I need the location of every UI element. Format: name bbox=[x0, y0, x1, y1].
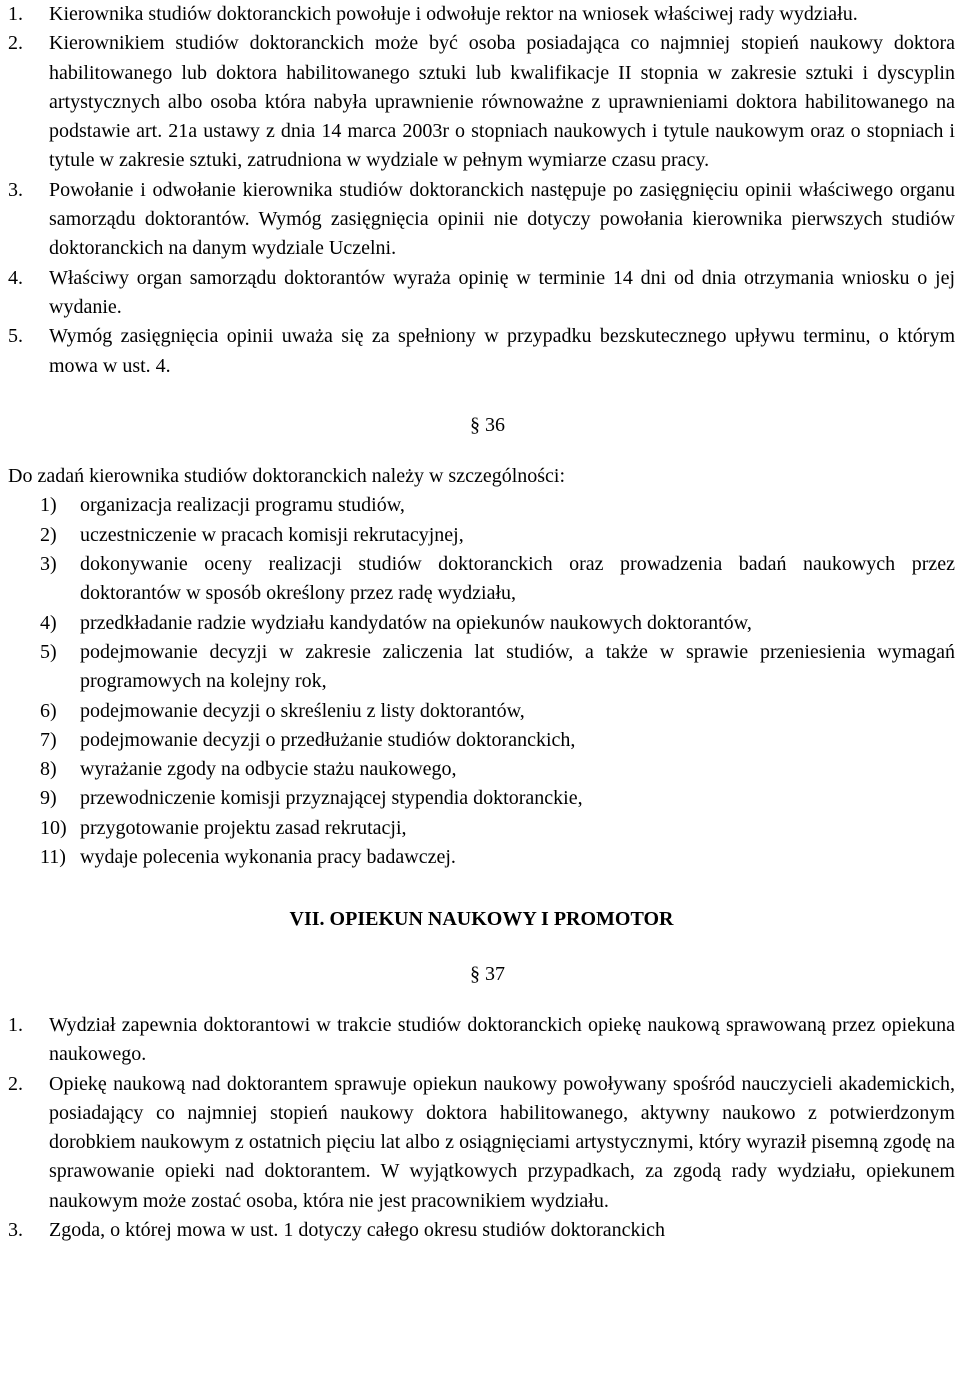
item-number: 1. bbox=[8, 3, 23, 25]
list-item bbox=[8, 1070, 955, 1216]
chapter-heading: VII. OPIEKUN NAUKOWY I PROMOTOR bbox=[289, 908, 674, 931]
item-number: 2) bbox=[40, 523, 57, 546]
list-item bbox=[40, 521, 955, 550]
item-text: przedkładanie radzie wydziału kandydatów na opiekunów naukowych doktorantów, bbox=[80, 611, 752, 634]
item-number: 10) bbox=[40, 816, 67, 839]
item-number: 2. bbox=[8, 1072, 23, 1095]
list-item bbox=[40, 550, 955, 609]
item-text: Wymóg zasięgnięcia opinii uważa się za spełniony w przypadku bezskutecznego upływu terminu, o którym mowa w ust. 4. bbox=[49, 325, 955, 377]
item-number: 3. bbox=[8, 1218, 23, 1241]
item-text: Zgoda, o której mowa w ust. 1 dotyczy całego okresu studiów doktoranckich bbox=[49, 1218, 665, 1241]
list-item bbox=[40, 726, 955, 755]
item-text: wydaje polecenia wykonania pracy badawczej. bbox=[80, 846, 456, 869]
item-text: podejmowanie decyzji o skreśleniu z listy doktorantów, bbox=[80, 699, 525, 722]
item-text: Właściwy organ samorządu doktorantów wyraża opinię w terminie 14 dni od dnia otrzymania wniosku o jej wydanie. bbox=[49, 266, 955, 318]
list-item bbox=[40, 814, 955, 843]
section-top-list bbox=[8, 0, 955, 381]
list-item bbox=[8, 1216, 955, 1245]
item-number: 3) bbox=[40, 553, 57, 576]
list-item bbox=[40, 843, 955, 872]
item-number: 7) bbox=[40, 728, 57, 751]
list-item bbox=[8, 1011, 955, 1070]
section-36-intro: Do zadań kierownika studiów doktoranckich należy w szczególności: bbox=[8, 465, 566, 488]
list-item bbox=[40, 784, 955, 813]
item-number: 6) bbox=[40, 699, 57, 722]
item-number: 2. bbox=[8, 32, 23, 55]
list-item bbox=[8, 29, 955, 175]
list-item bbox=[40, 609, 955, 638]
list-item bbox=[8, 0, 955, 29]
section-36-list bbox=[8, 491, 955, 872]
item-text: Kierownika studiów doktoranckich powołuje i odwołuje rektor na wniosek właściwej rady wydziału. bbox=[49, 3, 858, 25]
section-36-mark: § 36 bbox=[470, 413, 505, 436]
item-number: 9) bbox=[40, 787, 57, 810]
item-text: dokonywanie oceny realizacji studiów doktoranckich oraz prowadzenia badań naukowych przez doktorantów w sposób określony przez radę wydziału, bbox=[80, 553, 955, 605]
item-number: 3. bbox=[8, 178, 23, 201]
list-item bbox=[40, 755, 955, 784]
item-number: 11) bbox=[40, 846, 66, 869]
list-item bbox=[8, 322, 955, 381]
item-number: 5. bbox=[8, 325, 23, 348]
item-text: przygotowanie projektu zasad rekrutacji, bbox=[80, 816, 407, 839]
list-item bbox=[8, 176, 955, 264]
item-text: Opiekę naukową nad doktorantem sprawuje opiekun naukowy powoływany spośród nauczycieli akademickich, posiadający co najmniej stopień naukowy doktora habilitowanego, aktywny naukowo z potwierdzonym dorobkiem naukowym z ostatnich pięciu lat albo z osiągnięciami artystycznymi, który wyraził pisemną zgodę na sprawowanie opieki nad doktorantem. W wyjątkowych przypadkach, za zgodą rady wydziału, opiekunem naukowym może zostać osoba, która nie jest pracownikiem wydziału. bbox=[49, 1072, 955, 1212]
item-text: organizacja realizacji programu studiów, bbox=[80, 494, 405, 517]
item-number: 4. bbox=[8, 266, 23, 289]
item-text: Wydział zapewnia doktorantowi w trakcie studiów doktoranckich opiekę naukową sprawowaną przez opiekuna naukowego. bbox=[49, 1013, 955, 1066]
list-item bbox=[40, 491, 955, 520]
list-item bbox=[40, 638, 955, 697]
item-number: 1. bbox=[8, 1013, 23, 1036]
item-text: przewodniczenie komisji przyznającej stypendia doktoranckie, bbox=[80, 787, 583, 810]
item-number: 4) bbox=[40, 611, 57, 634]
section-37-list bbox=[8, 1011, 955, 1245]
list-item bbox=[40, 697, 955, 726]
list-item bbox=[8, 264, 955, 323]
item-text: Powołanie i odwołanie kierownika studiów doktoranckich następuje po zasięgnięciu opinii właściwego organu samorządu doktorantów. Wymóg zasięgnięcia opinii nie dotyczy powołania kierownika pierwszych studiów doktoranckich na danym wydziale Uczelni. bbox=[49, 178, 955, 260]
item-number: 8) bbox=[40, 758, 57, 781]
item-text: podejmowanie decyzji w zakresie zaliczenia lat studiów, a także w sprawie przeniesienia wymagań programowych na kolejny rok, bbox=[80, 640, 955, 693]
item-text: Kierownikiem studiów doktoranckich może być osoba posiadająca co najmniej stopień naukowy doktora habilitowanego lub doktora habilitowanego sztuki lub kwalifikacje II stopnia w zakresie sztuki i dyscyplin artystycznych albo osoba która nabyła uprawnienie równoważne z uprawnieniami doktora habilitowanego na podstawie art. 21a ustawy z dnia 14 marca 2003r o stopniach naukowych i tytule naukowym oraz o stopniach i tytule w zakresie sztuki, zatrudniona w wydziale w pełnym wymiarze czasu pracy. bbox=[49, 32, 955, 172]
item-text: uczestniczenie w pracach komisji rekrutacyjnej, bbox=[80, 523, 464, 546]
item-number: 1) bbox=[40, 494, 57, 517]
section-37-mark: § 37 bbox=[470, 962, 505, 985]
item-text: podejmowanie decyzji o przedłużanie studiów doktoranckich, bbox=[80, 728, 576, 751]
item-text: wyrażanie zgody na odbycie stażu naukowego, bbox=[80, 758, 457, 781]
item-number: 5) bbox=[40, 640, 57, 663]
